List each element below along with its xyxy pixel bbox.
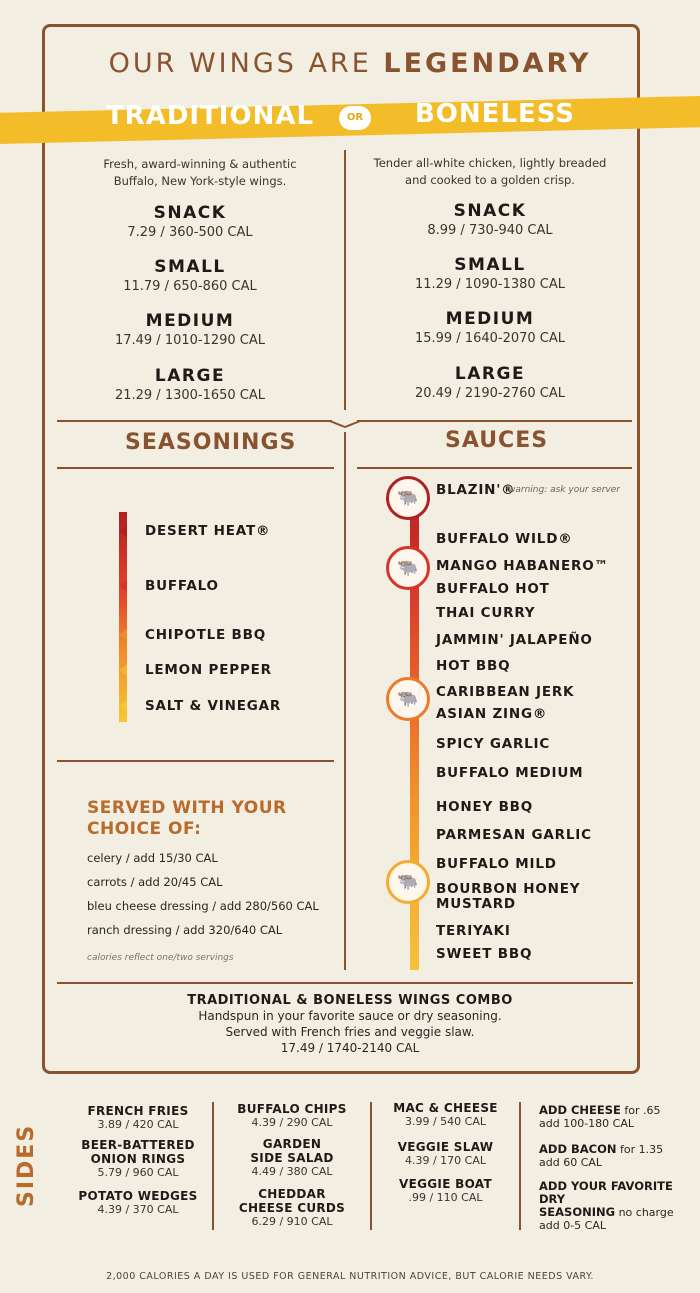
buffalo-head-icon: 🐃 <box>386 476 430 520</box>
servings-note: calories reflect one/two servings <box>87 953 234 963</box>
side-item <box>222 1102 362 1130</box>
side-name: VEGGIE BOAT <box>399 1177 492 1191</box>
boneless-intro <box>355 155 625 189</box>
banner-traditional: TRADITIONAL <box>105 101 315 131</box>
sauce-item: BLAZIN'® <box>436 482 516 498</box>
size-name: LARGE <box>154 366 226 386</box>
sauce-item-cont: MUSTARD <box>436 896 516 912</box>
side-price: .99 / 110 CAL <box>408 1191 483 1204</box>
sauce-item: BUFFALO MEDIUM <box>436 765 584 781</box>
size-price: 17.49 / 1010-1290 CAL <box>114 333 266 348</box>
sides-divider <box>370 1102 372 1230</box>
addon-name: ADD BACON <box>539 1142 617 1156</box>
side-price: 4.49 / 380 CAL <box>251 1165 333 1178</box>
traditional-size-small <box>60 257 320 294</box>
side-name: CHEDDAR <box>258 1187 326 1201</box>
size-name: SNACK <box>153 203 227 223</box>
addon-name: ADD YOUR FAVORITE DRY <box>539 1179 673 1206</box>
addon-cal: add 100-180 CAL <box>539 1117 634 1130</box>
divider-notch <box>330 412 360 428</box>
sauce-item: CARIBBEAN JERK <box>436 684 575 700</box>
served-with-title <box>87 798 287 840</box>
sauce-item: JAMMIN' JALAPEÑO <box>436 632 593 648</box>
size-price: 11.79 / 650-860 CAL <box>123 279 257 294</box>
boneless-size-small <box>360 255 620 292</box>
sauce-item: TERIYAKI <box>436 923 511 939</box>
buffalo-head-icon: 🐃 <box>386 860 430 904</box>
sauce-item: MANGO HABANERO™ <box>436 558 609 574</box>
page-title <box>0 48 700 79</box>
blazin-warning: warning: ask your server <box>508 485 620 495</box>
addon-seasoning <box>539 1180 694 1232</box>
buffalo-head-icon: 🐃 <box>386 677 430 721</box>
sauce-item: BUFFALO WILD® <box>436 531 573 547</box>
side-price: 3.99 / 540 CAL <box>404 1115 487 1128</box>
served-item: bleu cheese dressing / add 280/560 CAL <box>87 899 319 913</box>
served-title-line2: CHOICE OF: <box>87 819 202 839</box>
seasoning-item: SALT & VINEGAR <box>145 698 282 714</box>
size-name: MEDIUM <box>145 311 235 331</box>
side-name: BEER-BATTERED <box>81 1138 195 1152</box>
sauce-item: THAI CURRY <box>436 605 536 621</box>
side-name: FRENCH FRIES <box>87 1104 189 1118</box>
size-price: 11.29 / 1090-1380 CAL <box>414 277 566 292</box>
size-name: SNACK <box>453 201 527 221</box>
seasoning-tick <box>119 700 127 712</box>
sauce-item: SWEET BBQ <box>436 946 533 962</box>
title-light: OUR WINGS ARE <box>108 48 372 79</box>
addon-cal: add 60 CAL <box>539 1156 603 1169</box>
side-name: MAC & CHEESE <box>393 1101 498 1115</box>
sauce-item: ASIAN ZING® <box>436 706 548 722</box>
addon-name: ADD CHEESE <box>539 1103 621 1117</box>
addon-bacon <box>539 1143 689 1169</box>
combo-price: 17.49 / 1740-2140 CAL <box>280 1041 420 1055</box>
seasonings-heat-bar <box>119 512 127 722</box>
sauce-item: BUFFALO HOT <box>436 581 550 597</box>
banner-boneless: BONELESS <box>414 99 576 129</box>
size-name: MEDIUM <box>445 309 535 329</box>
served-item: celery / add 15/30 CAL <box>87 851 218 865</box>
boneless-intro-line1: Tender all-white chicken, lightly breaded <box>373 156 607 170</box>
side-item <box>222 1137 362 1179</box>
side-item <box>378 1101 513 1129</box>
side-name-line2: ONION RINGS <box>90 1152 186 1166</box>
size-price: 15.99 / 1640-2070 CAL <box>414 331 566 346</box>
side-item <box>72 1104 204 1132</box>
served-item: ranch dressing / add 320/640 CAL <box>87 923 283 937</box>
seasoning-tick <box>119 580 127 592</box>
traditional-intro-line1: Fresh, award-winning & authentic <box>103 157 297 171</box>
side-price: 6.29 / 910 CAL <box>251 1215 333 1228</box>
size-price: 21.29 / 1300-1650 CAL <box>114 388 266 403</box>
sauces-title: SAUCES <box>445 428 549 453</box>
side-item <box>378 1140 513 1168</box>
side-item <box>378 1177 513 1205</box>
combo-block <box>0 993 700 1056</box>
seasoning-item: LEMON PEPPER <box>145 662 272 678</box>
served-title-line1: SERVED WITH YOUR <box>87 798 287 818</box>
side-name-line2: CHEESE CURDS <box>238 1201 346 1215</box>
side-name: POTATO WEDGES <box>78 1189 198 1203</box>
size-price: 20.49 / 2190-2760 CAL <box>414 386 566 401</box>
addon-cheese <box>539 1104 689 1130</box>
addon-name-line2: SEASONING <box>539 1205 616 1219</box>
sides-label: SIDES <box>14 1123 39 1207</box>
addon-price: for 1.35 <box>616 1143 664 1156</box>
side-name: VEGGIE SLAW <box>397 1140 494 1154</box>
boneless-size-snack <box>360 201 620 238</box>
seasoning-tick <box>119 664 127 676</box>
addon-cal: add 0-5 CAL <box>539 1219 606 1232</box>
combo-title: TRADITIONAL & BONELESS WINGS COMBO <box>187 993 513 1008</box>
column-divider-mid <box>344 432 346 970</box>
side-price: 4.39 / 170 CAL <box>404 1154 487 1167</box>
traditional-intro <box>60 156 340 190</box>
nutrition-footer: 2,000 CALORIES A DAY IS USED FOR GENERAL NUTRITION ADVICE, BUT CALORIE NEEDS VARY. <box>106 1271 594 1282</box>
traditional-size-large <box>60 366 320 403</box>
addon-price: no charge <box>615 1206 674 1219</box>
served-item: carrots / add 20/45 CAL <box>87 875 223 889</box>
section-divider-right <box>357 420 632 422</box>
side-name-line2: SIDE SALAD <box>250 1151 334 1165</box>
boneless-size-medium <box>360 309 620 346</box>
traditional-size-medium <box>60 311 320 348</box>
side-price: 4.39 / 370 CAL <box>97 1203 179 1216</box>
combo-line1: Handspun in your favorite sauce or dry seasoning. <box>198 1009 502 1023</box>
size-price: 7.29 / 360-500 CAL <box>127 225 253 240</box>
sauce-item: PARMESAN GARLIC <box>436 827 592 843</box>
seasoning-item: BUFFALO <box>145 578 219 594</box>
seasonings-underline <box>57 467 334 469</box>
side-price: 5.79 / 960 CAL <box>97 1166 179 1179</box>
served-divider <box>57 760 334 762</box>
banner-or-badge: OR <box>339 106 371 130</box>
sauce-item: BUFFALO MILD <box>436 856 557 872</box>
sides-divider <box>212 1102 214 1230</box>
seasoning-item: CHIPOTLE BBQ <box>145 627 266 643</box>
size-name: SMALL <box>454 255 526 275</box>
seasoning-tick <box>119 629 127 641</box>
sauce-item: BOURBON HONEY <box>436 881 581 897</box>
combo-divider <box>57 982 633 984</box>
side-item <box>72 1189 204 1217</box>
side-price: 3.89 / 420 CAL <box>97 1118 179 1131</box>
size-name: SMALL <box>154 257 226 277</box>
sauce-item: HONEY BBQ <box>436 799 534 815</box>
side-item <box>72 1138 204 1180</box>
addon-price: for .65 <box>620 1104 661 1117</box>
section-divider-left <box>57 420 332 422</box>
column-divider-top <box>344 150 346 410</box>
side-name: GARDEN <box>262 1137 322 1151</box>
traditional-intro-line2: Buffalo, New York-style wings. <box>113 174 287 188</box>
side-price: 4.39 / 290 CAL <box>251 1116 333 1129</box>
sauces-underline <box>357 467 632 469</box>
boneless-intro-line2: and cooked to a golden crisp. <box>405 173 575 187</box>
combo-line2: Served with French fries and veggie slaw. <box>225 1025 475 1039</box>
side-name: BUFFALO CHIPS <box>237 1102 347 1116</box>
seasoning-tick <box>119 525 127 537</box>
side-item <box>222 1187 362 1229</box>
size-name: LARGE <box>454 364 526 384</box>
seasoning-item: DESERT HEAT® <box>145 523 271 539</box>
sides-divider <box>519 1102 521 1230</box>
buffalo-head-icon: 🐃 <box>386 546 430 590</box>
seasonings-title: SEASONINGS <box>125 430 297 455</box>
size-price: 8.99 / 730-940 CAL <box>427 223 553 238</box>
sauce-item: SPICY GARLIC <box>436 736 551 752</box>
title-bold: LEGENDARY <box>383 48 592 79</box>
traditional-size-snack <box>60 203 320 240</box>
sauce-item: HOT BBQ <box>436 658 511 674</box>
boneless-size-large <box>360 364 620 401</box>
